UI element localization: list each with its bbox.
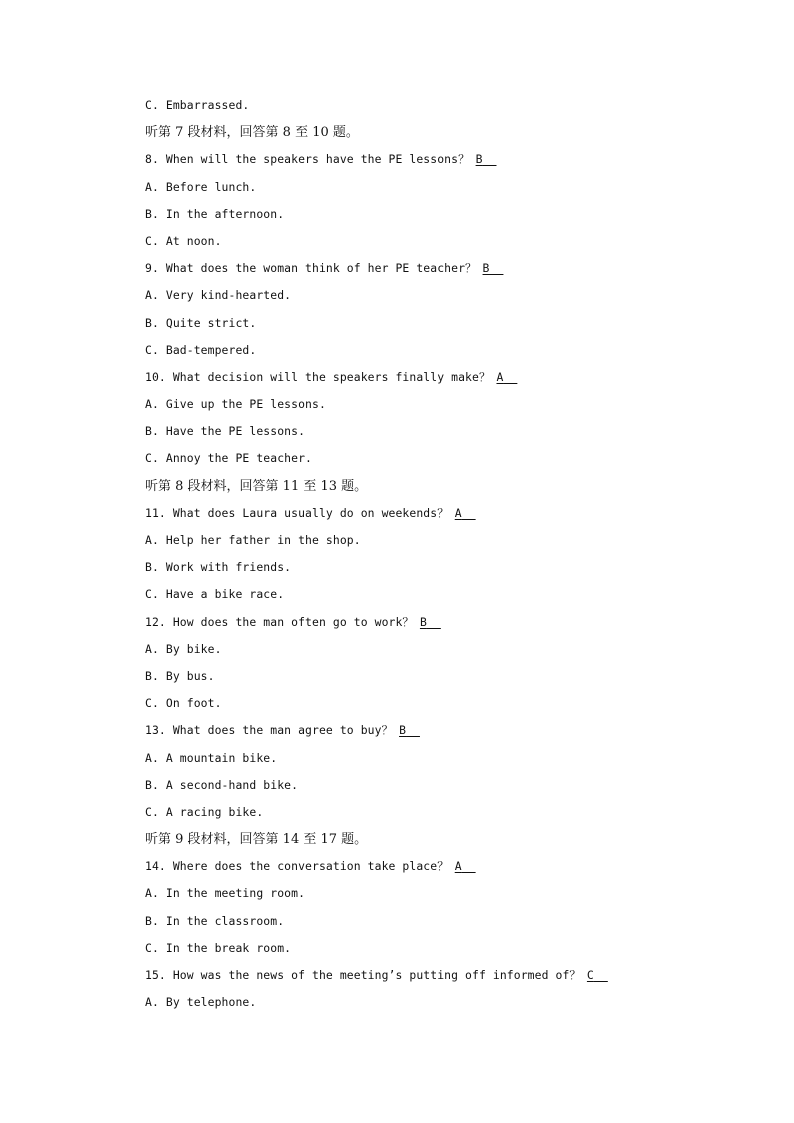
- section-text: 听第 8 段材料，回答第 11 至 13 题。: [145, 478, 368, 494]
- section-text: 听第 9 段材料，回答第 14 至 17 题。: [145, 832, 368, 848]
- option-line: [145, 391, 745, 418]
- question-text: 13. What does the man agree to buy？: [145, 723, 394, 738]
- option-line: [145, 228, 745, 255]
- question-text: 15. How was the news of the meeting’s putting off informed of？: [145, 968, 581, 982]
- option-text: A. In the meeting room.: [145, 886, 306, 901]
- option-text: B. In the classroom.: [145, 913, 285, 928]
- question-line: [145, 717, 745, 744]
- answer-blank: C: [586, 968, 594, 982]
- section-text: 听第 7 段材料，回答第 8 至 10 题。: [145, 125, 359, 141]
- option-line: [145, 745, 745, 772]
- question-line: [145, 853, 745, 880]
- option-line: [145, 92, 745, 119]
- section-heading: [145, 473, 745, 500]
- option-text: C. A racing bike.: [145, 804, 264, 819]
- option-text: A. By bike.: [145, 641, 222, 656]
- question-line: [145, 364, 745, 391]
- option-line: [145, 554, 745, 581]
- option-line: [145, 337, 745, 364]
- option-text: C. On foot.: [145, 696, 222, 711]
- option-line: [145, 636, 745, 663]
- question-text: 14. Where does the conversation take place？: [145, 859, 449, 874]
- question-text: 10. What decision will the speakers finally make？: [145, 369, 491, 384]
- answer-blank: A: [454, 505, 462, 520]
- option-text: B. Have the PE lessons.: [145, 424, 306, 439]
- option-line: [145, 445, 745, 472]
- option-text: B. Quite strict.: [145, 315, 257, 330]
- option-line: [145, 935, 745, 962]
- option-line: [145, 581, 745, 608]
- option-text: A. A mountain bike.: [145, 750, 278, 765]
- option-line: [145, 989, 745, 1016]
- question-line: [145, 146, 745, 173]
- option-text: A. Very kind-hearted.: [145, 288, 292, 303]
- option-line: [145, 799, 745, 826]
- option-text: B. In the afternoon.: [145, 206, 285, 221]
- question-line: [145, 962, 745, 989]
- answer-blank: A: [496, 369, 504, 384]
- option-line: [145, 310, 745, 337]
- answer-blank: B: [475, 152, 483, 167]
- option-line: [145, 418, 745, 445]
- question-line: [145, 609, 745, 636]
- answer-blank: A: [454, 859, 462, 874]
- question-text: 12. How does the man often go to work？: [145, 614, 414, 629]
- option-text: C. In the break room.: [145, 940, 292, 955]
- option-line: [145, 527, 745, 554]
- option-text: A. Help her father in the shop.: [145, 533, 361, 547]
- option-line: [145, 663, 745, 690]
- section-heading: [145, 826, 745, 853]
- question-line: [145, 255, 745, 282]
- option-line: [145, 772, 745, 799]
- answer-blank: B: [399, 723, 407, 738]
- option-line: [145, 880, 745, 907]
- answer-blank: B: [482, 261, 490, 276]
- option-text: C. Have a bike race.: [145, 587, 285, 602]
- listening-exercise: [145, 92, 745, 1016]
- option-text: C. Bad-tempered.: [145, 342, 257, 357]
- option-text: B. By bus.: [145, 668, 215, 683]
- option-line: [145, 282, 745, 309]
- question-text: 11. What does Laura usually do on weekends？: [145, 505, 449, 520]
- question-line: [145, 500, 745, 527]
- option-text: C. At noon.: [145, 233, 222, 248]
- option-text: A. Give up the PE lessons.: [145, 397, 326, 412]
- option-text: B. A second-hand bike.: [145, 777, 299, 792]
- section-heading: [145, 119, 745, 146]
- option-line: [145, 908, 745, 935]
- option-text: A. Before lunch.: [145, 179, 257, 194]
- option-line: [145, 174, 745, 201]
- option-line: [145, 201, 745, 228]
- option-text: B. Work with friends.: [145, 560, 292, 575]
- option-line: [145, 690, 745, 717]
- option-text: C. Embarrassed.: [145, 98, 250, 112]
- answer-blank: B: [419, 614, 427, 629]
- option-text: A. By telephone.: [145, 995, 257, 1010]
- question-text: 9. What does the woman think of her PE teacher？: [145, 261, 477, 276]
- question-text: 8. When will the speakers have the PE lessons？: [145, 152, 470, 167]
- option-text: C. Annoy the PE teacher.: [145, 451, 312, 466]
